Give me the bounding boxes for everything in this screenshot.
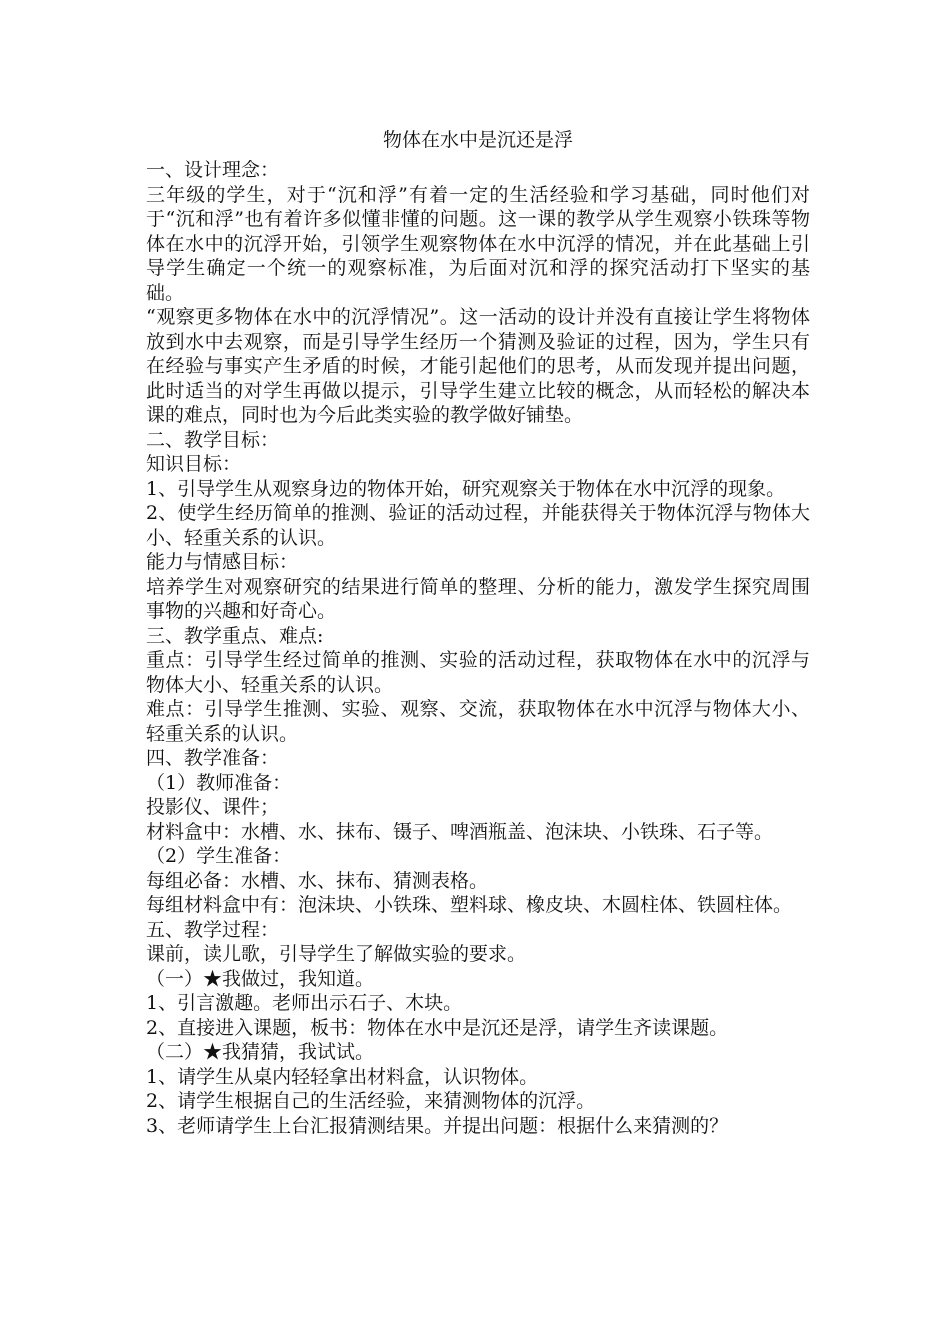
ability-goal-text: 培养学生对观察研究的结果进行简单的整理、分析的能力，激发学生探究周围事物的兴趣和好奇心。 — [146, 575, 810, 622]
key-point-text: 重点：引导学生经过简单的推测、实验的活动过程，获取物体在水中的沉浮与物体大小、轻重关系的认识。 — [146, 649, 810, 696]
paragraph-design-1: 三年级的学生，对于“沉和浮”有着一定的生活经验和学习基础，同时他们对于“沉和浮”也有着许多似懂非懂的问题。这一课的教学从学生观察小铁珠等物体在水中的沉浮开始，引领学生观察物体在水中沉浮的情况，并在此基础上引导学生确定一个统一的观察标准，为后面对沉和浮的探究活动打下坚实的基础。 — [146, 183, 810, 304]
teacher-prep-materials: 材料盒中：水槽、水、抹布、镊子、啤酒瓶盖、泡沫块、小铁珠、石子等。 — [146, 820, 774, 843]
subheading-teacher-prep: （1）教师准备： — [146, 771, 292, 794]
document-body — [146, 158, 810, 1138]
process-step: 2、请学生根据自己的生活经验，来猜测物体的沉浮。 — [146, 1090, 596, 1112]
process-step: 2、直接进入课题，板书：物体在水中是沉还是浮，请学生齐读课题。 — [146, 1016, 729, 1039]
paragraph-design-2: “观察更多物体在水中的沉浮情况”。这一活动的设计并没有直接让学生将物体放到水中去观察，而是引导学生经历一个猜测及验证的过程，因为，学生只有在经验与事实产生矛盾的时候，才能引起他们的思考，从而发现并提出问题，此时适当的对学生再做以提示，引导学生建立比较的概念，从而轻松的解决本课的难点，同时也为今后此类实验的教学做好铺垫。 — [146, 306, 810, 426]
process-step: 3、老师请学生上台汇报猜测结果。并提出问题：根据什么来猜测的？ — [146, 1114, 729, 1137]
heading-teaching-process: 五、教学过程： — [146, 918, 280, 941]
process-step: 1、引言激趣。老师出示石子、木块。 — [146, 992, 463, 1014]
process-intro: 课前，读儿歌，引导学生了解做实验的要求。 — [146, 943, 527, 965]
heading-design-concept: 一、设计理念： — [146, 159, 280, 181]
heading-teaching-goals: 二、教学目标： — [146, 428, 280, 451]
process-step: 1、请学生从桌内轻轻拿出材料盒，认识物体。 — [146, 1065, 539, 1088]
document-page — [146, 122, 810, 1138]
difficult-point-text: 难点：引导学生推测、实验、观察、交流，获取物体在水中沉浮与物体大小、轻重关系的认识。 — [146, 698, 810, 745]
subheading-knowledge-goals: 知识目标： — [146, 453, 242, 475]
goal-item-1: 1、引导学生从观察身边的物体开始，研究观察关于物体在水中沉浮的现象。 — [146, 477, 786, 500]
subheading-ability-goals: 能力与情感目标： — [146, 551, 299, 573]
student-prep-materials: 每组材料盒中有：泡沫块、小铁珠、塑料球、橡皮块、木圆柱体、铁圆柱体。 — [146, 894, 793, 916]
document-title: 物体在水中是沉还是浮 — [382, 129, 573, 151]
student-prep-required: 每组必备：水槽、水、抹布、猜测表格。 — [146, 869, 489, 892]
teacher-prep-equipment: 投影仪、课件； — [146, 796, 280, 818]
subheading-student-prep: （2）学生准备： — [146, 845, 292, 867]
heading-preparation: 四、教学准备： — [146, 747, 280, 769]
heading-key-points: 三、教学重点、难点: — [146, 624, 324, 647]
process-section-2-title: （二）★我猜猜，我试试。 — [146, 1041, 375, 1063]
process-section-1-title: （一）★我做过，我知道。 — [146, 967, 375, 990]
goal-item-2: 2、使学生经历简单的推测、验证的活动过程，并能获得关于物体沉浮与物体大小、轻重关系的认识。 — [146, 502, 810, 549]
